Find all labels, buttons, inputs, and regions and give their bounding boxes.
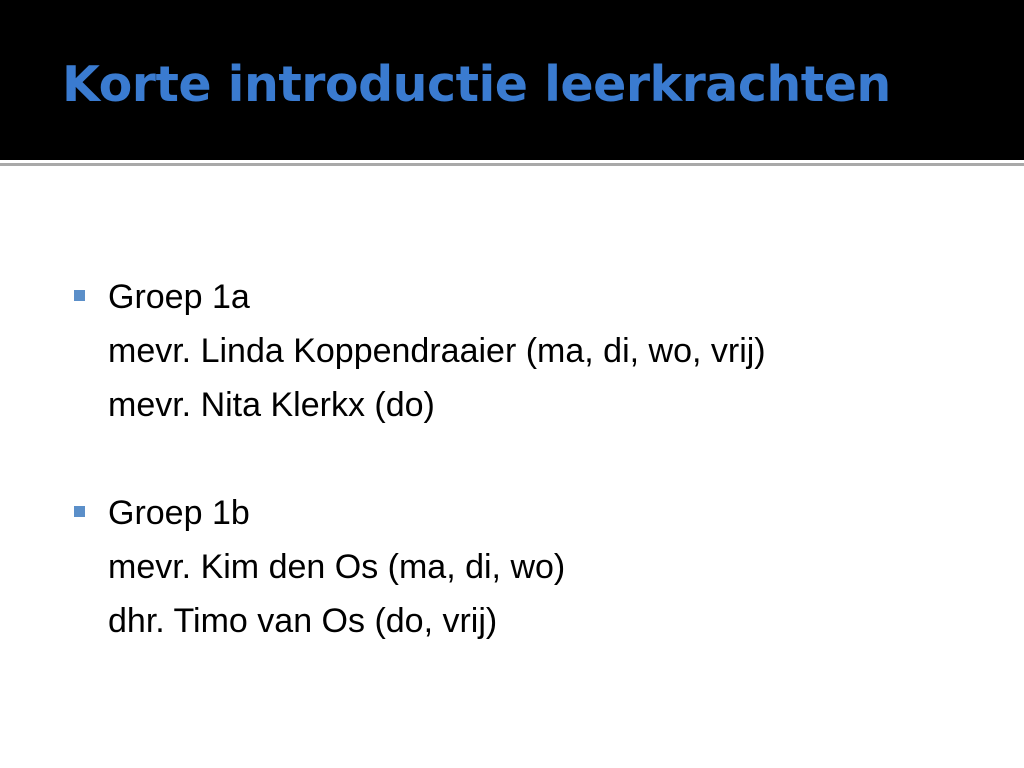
title-divider — [0, 163, 1024, 166]
square-bullet-icon — [74, 290, 85, 301]
slide-title: Korte introductie leerkrachten — [62, 56, 891, 113]
teacher-line: mevr. Kim den Os (ma, di, wo) — [108, 548, 566, 586]
group-1a-item — [74, 270, 994, 432]
group-1b-item — [74, 486, 994, 648]
square-bullet-icon — [74, 506, 85, 517]
teacher-line: mevr. Linda Koppendraaier (ma, di, wo, vrij) — [108, 332, 766, 370]
teacher-line: mevr. Nita Klerkx (do) — [108, 386, 435, 424]
slide-body — [74, 270, 994, 648]
teacher-line: dhr. Timo van Os (do, vrij) — [108, 602, 498, 640]
group-heading: Groep 1a — [108, 278, 250, 316]
group-heading: Groep 1b — [108, 494, 250, 532]
title-band — [0, 0, 1024, 160]
